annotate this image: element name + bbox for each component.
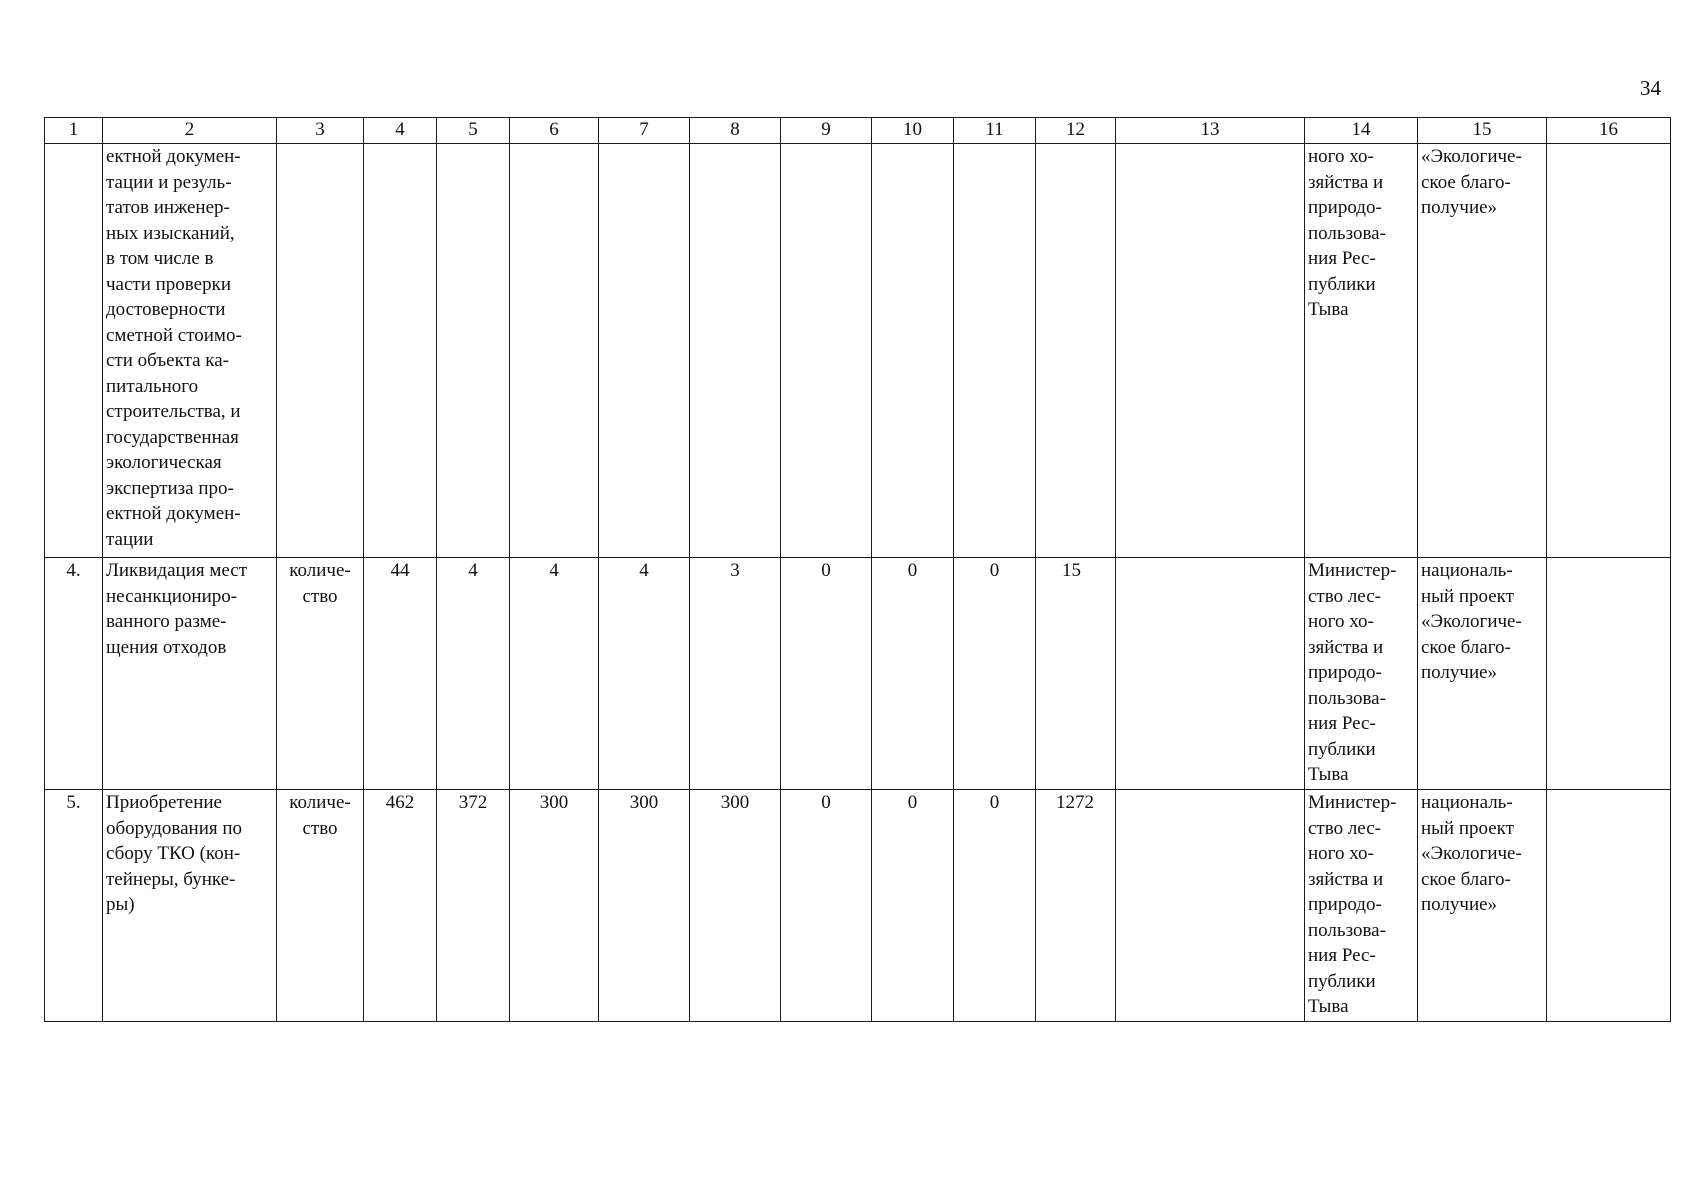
value-cell [599,144,690,558]
table-row [45,558,1671,790]
unit-cell: количе- ство [277,558,364,790]
table-row [45,144,1671,558]
value-cell: 0 [872,558,954,790]
column-header: 13 [1116,118,1305,144]
unit-cell: количе- ство [277,790,364,1022]
value-cell [437,144,510,558]
value-cell: 0 [954,790,1036,1022]
page-number: 34 [1640,76,1661,100]
table-row [45,790,1671,1022]
value-cell [1547,144,1671,558]
column-header: 3 [277,118,364,144]
value-cell: 15 [1036,558,1116,790]
value-cell: 3 [690,558,781,790]
column-number-row [45,118,1671,144]
column-header: 6 [510,118,599,144]
value-cell [954,144,1036,558]
value-cell [364,144,437,558]
program-table [44,117,1671,1022]
value-cell [1116,144,1305,558]
value-cell [1547,558,1671,790]
project-cell: националь- ный проект «Экологиче- ское благо- получие» [1418,790,1547,1022]
column-header: 11 [954,118,1036,144]
row-number [45,144,103,558]
activity-name: ектной докумен- тации и резуль- татов инженер- ных изысканий, в том числе в части проверки достоверности сметной стоимо- сти объекта ка- питального строительства, и государственная экологическая экспертиза про- ектной докумен- тации [103,144,277,558]
executor-cell: Министер- ство лес- ного хо- зяйства и природо- пользова- ния Рес- публики Тыва [1305,558,1418,790]
column-header: 14 [1305,118,1418,144]
value-cell: 44 [364,558,437,790]
value-cell: 0 [781,790,872,1022]
value-cell [1116,558,1305,790]
activity-name: Приобретение оборудования по сбору ТКО (кон- тейнеры, бунке- ры) [103,790,277,1022]
unit-cell [277,144,364,558]
column-header: 10 [872,118,954,144]
value-cell [1547,790,1671,1022]
project-cell: националь- ный проект «Экологиче- ское благо- получие» [1418,558,1547,790]
value-cell: 300 [599,790,690,1022]
value-cell [1116,790,1305,1022]
value-cell [1036,144,1116,558]
column-header: 9 [781,118,872,144]
value-cell: 300 [510,790,599,1022]
value-cell [781,144,872,558]
column-header: 7 [599,118,690,144]
value-cell: 0 [781,558,872,790]
value-cell: 1272 [1036,790,1116,1022]
value-cell: 4 [437,558,510,790]
value-cell: 4 [599,558,690,790]
project-cell: «Экологиче- ское благо- получие» [1418,144,1547,558]
row-number: 5. [45,790,103,1022]
column-header: 8 [690,118,781,144]
value-cell: 372 [437,790,510,1022]
column-header: 16 [1547,118,1671,144]
column-header: 12 [1036,118,1116,144]
column-header: 4 [364,118,437,144]
value-cell [872,144,954,558]
column-header: 15 [1418,118,1547,144]
value-cell: 4 [510,558,599,790]
row-number: 4. [45,558,103,790]
column-header: 2 [103,118,277,144]
value-cell: 300 [690,790,781,1022]
value-cell [690,144,781,558]
activity-name: Ликвидация мест несанкциониро- ванного разме- щения отходов [103,558,277,790]
value-cell: 0 [954,558,1036,790]
column-header: 1 [45,118,103,144]
value-cell: 0 [872,790,954,1022]
executor-cell: Министер- ство лес- ного хо- зяйства и природо- пользова- ния Рес- публики Тыва [1305,790,1418,1022]
column-header: 5 [437,118,510,144]
executor-cell: ного хо- зяйства и природо- пользова- ния Рес- публики Тыва [1305,144,1418,558]
value-cell: 462 [364,790,437,1022]
value-cell [510,144,599,558]
